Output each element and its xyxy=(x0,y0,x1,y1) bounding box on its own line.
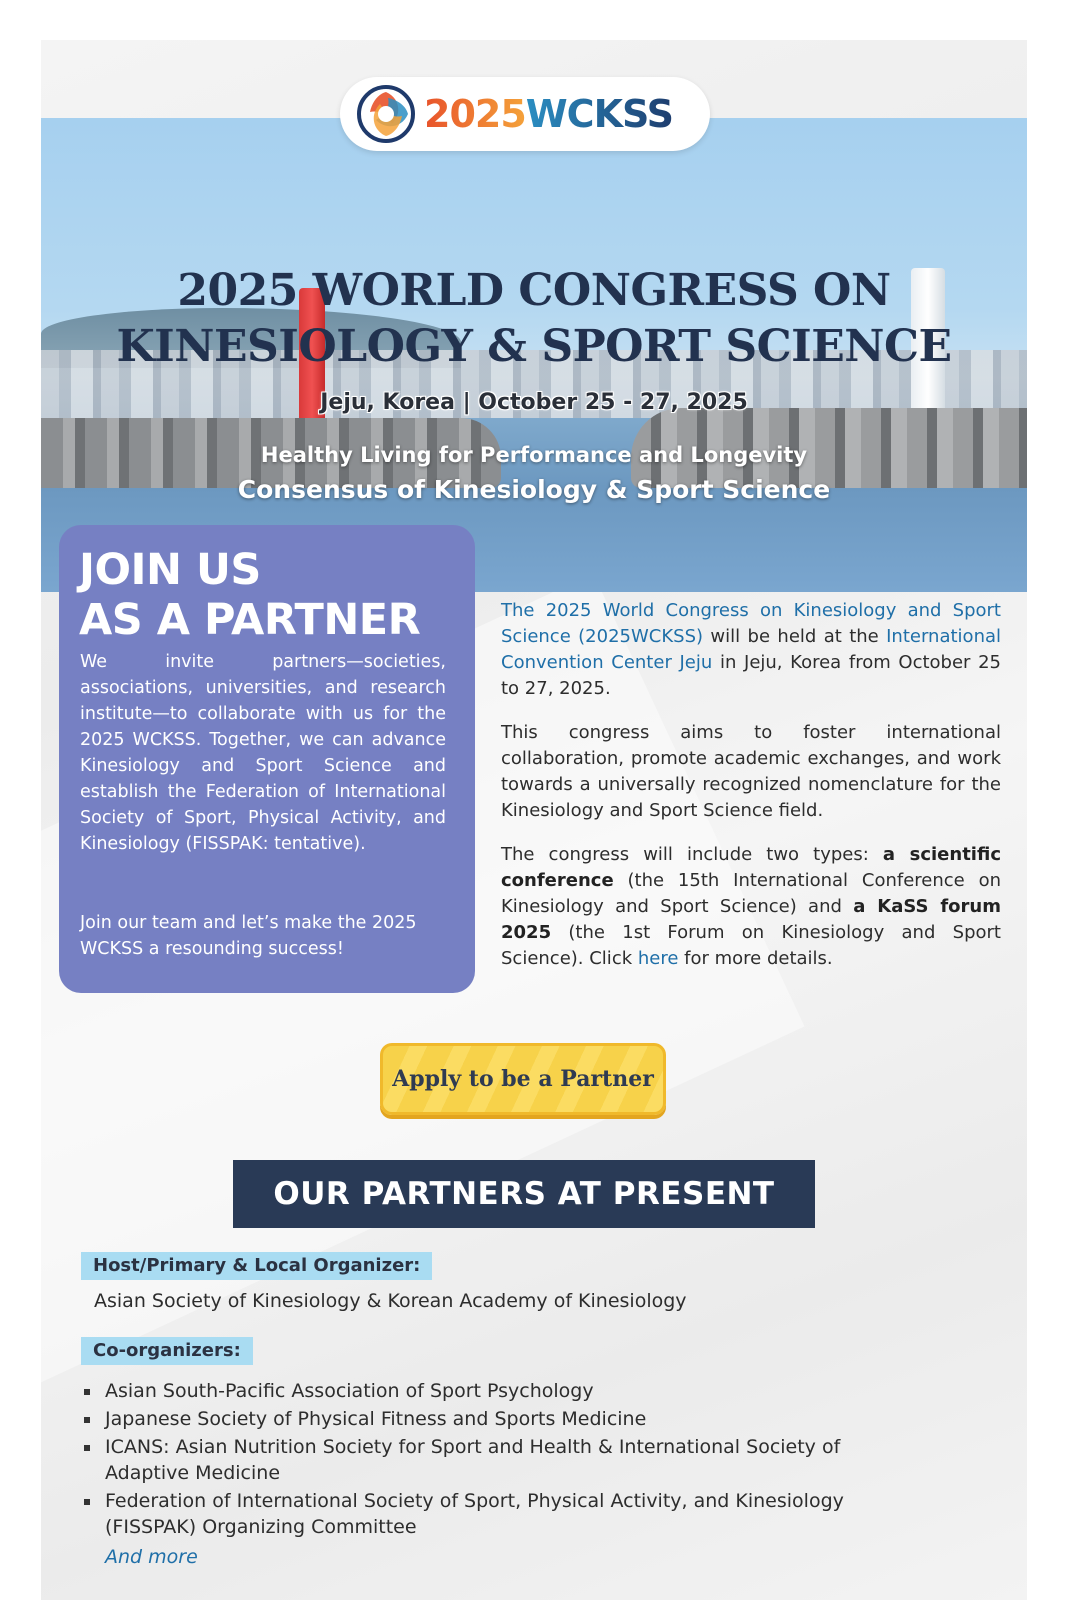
info-paragraph-1 xyxy=(501,598,1001,702)
info-text: for more details. xyxy=(678,948,833,969)
logo-year: 2025 xyxy=(424,92,526,136)
venue-link[interactable]: International Convention Center Jeju xyxy=(501,626,1002,673)
co-organizers-list xyxy=(81,1378,901,1542)
congress-link[interactable]: The 2025 World Congress on Kinesiology and Sport Science (2025WCKSS) xyxy=(501,600,1001,647)
congress-title-line1: 2025 WORLD CONGRESS ON xyxy=(177,265,891,316)
join-partner-box xyxy=(59,525,475,993)
info-paragraph-3 xyxy=(501,842,1001,972)
join-cta-text: Join our team and let’s make the 2025 WCKSS a resounding success! xyxy=(80,913,417,959)
list-item: Federation of International Society of Sport, Physical Activity, and Kinesiology (FISSPAK) Organizing Committee xyxy=(81,1488,901,1540)
join-title-line2: AS A PARTNER xyxy=(79,595,421,645)
here-link[interactable]: here xyxy=(637,948,679,969)
join-title-line1: JOIN US xyxy=(79,545,261,595)
congress-title xyxy=(41,263,1027,375)
congress-date: Jeju, Korea | October 25 - 27, 2025 xyxy=(320,390,748,415)
wckss-emblem-icon xyxy=(356,84,416,144)
info-paragraph-2: This congress aims to foster international collaboration, promote academic exchanges, and work towards a universally recognized nomenclature for the Kinesiology and Sport Science field. xyxy=(501,722,1001,821)
info-text: (the 15th International Conference on Kinesiology and Sport Science) and xyxy=(501,870,1001,917)
congress-subtheme: Consensus of Kinesiology & Sport Science xyxy=(237,475,831,504)
join-title xyxy=(79,545,420,645)
info-text: (the 1st Forum on Kinesiology and Sport Science). Click xyxy=(501,922,1001,969)
co-organizers-label: Co-organizers: xyxy=(81,1337,253,1365)
newsletter-card xyxy=(41,40,1027,1600)
host-label: Host/Primary & Local Organizer: xyxy=(81,1252,432,1280)
wckss-wordmark xyxy=(424,87,673,141)
congress-title-line2: KINESIOLOGY & SPORT SCIENCE xyxy=(116,321,952,372)
logo-name: WCKSS xyxy=(525,92,674,136)
list-item: Asian South-Pacific Association of Sport Psychology xyxy=(81,1378,901,1404)
and-more-link[interactable]: And more xyxy=(105,1546,198,1568)
wckss-logo xyxy=(340,77,710,151)
apply-partner-button[interactable]: Apply to be a Partner xyxy=(380,1043,666,1115)
info-text: The congress will include two types: xyxy=(501,844,883,865)
info-bold: a KaSS forum 2025 xyxy=(501,896,1001,943)
info-text: in Jeju, Korea from October 25 to 27, 2025. xyxy=(501,652,1001,699)
congress-info xyxy=(501,598,1001,990)
list-item: ICANS: Asian Nutrition Society for Sport and Health & International Society of Adaptive Medicine xyxy=(81,1434,901,1486)
list-item: Japanese Society of Physical Fitness and Sports Medicine xyxy=(81,1406,901,1432)
info-text: will be held at the xyxy=(703,626,887,647)
join-invitation-text: We invite partners—societies, associations, universities, and research institute—to collaborate with us for the 2025 WCKSS. Together, we can advance Kinesiology and Sport Science and establish the Federation of International Society of Sport, Physical Activity, and Kinesiology (FISSPAK: tentative). xyxy=(80,652,446,854)
congress-theme: Healthy Living for Performance and Longevity xyxy=(260,443,808,467)
partners-heading: OUR PARTNERS AT PRESENT xyxy=(233,1160,815,1228)
host-organizer: Asian Society of Kinesiology & Korean Academy of Kinesiology xyxy=(94,1290,687,1312)
hero-banner xyxy=(41,118,1027,592)
info-bold: a scientific conference xyxy=(501,844,1001,891)
